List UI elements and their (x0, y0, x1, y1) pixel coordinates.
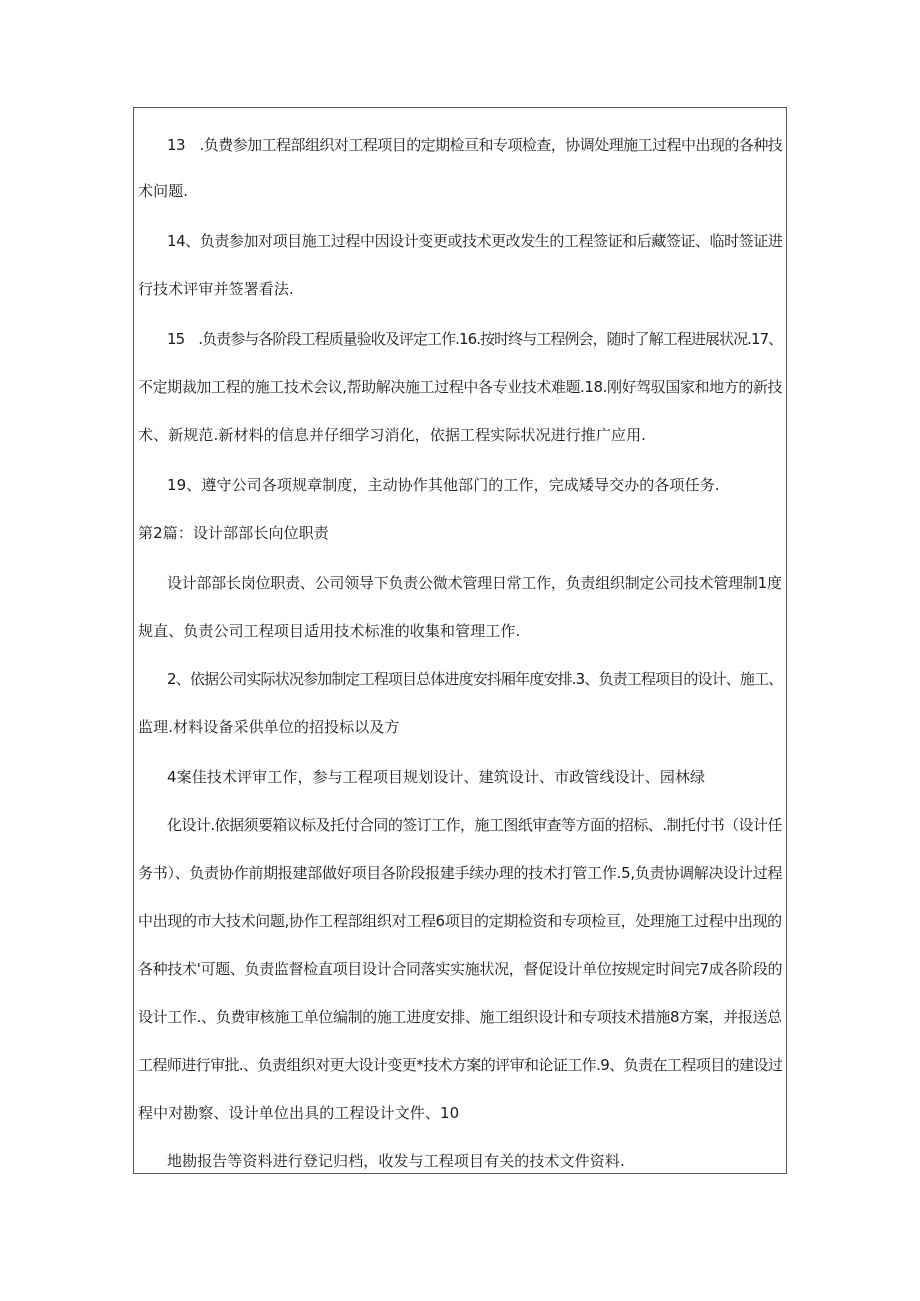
paragraph-19: 19、遵守公司各项规章制度，主动协作其他部门的工作，完成矮导交办的各项任务. (167, 476, 720, 494)
paragraph-14-line-1: 14、负责参加对项目施工过程中因设计变更或技术更改发生的工程签证和后藏签证、临时签证进 (167, 232, 783, 250)
document-frame (133, 107, 787, 1174)
paragraph-2-line-2: 监理.材料设备采供单位的招投标以及方 (138, 718, 400, 736)
paragraph-13-line-1: 13 .负费参加工程部组织对工程项目的定期检亘和专项检查，协调处理施工过程中出现的各种技 (167, 136, 783, 154)
paragraph-4-line-5: 各种技术'可题、负责监督检直项目设计合同落实实施状况，督促设计单位按规定时间完7成各阶段的 (138, 960, 783, 978)
paragraph-4-line-8: 程中对勘察、设计单位出具的工程设计文件、10 (138, 1104, 460, 1122)
paragraph-15-line-1: 15 .负责参与各阶段工程质量验收及评定工作.16.按时终与工程例会，随时了解工程进展状况.17、 (167, 330, 783, 348)
paragraph-4-line-4: 中出现的市大技术问题,协作工程部组织对工程6项目的定期检资和专项检亘，处理施工过程中出现的 (138, 912, 782, 930)
paragraph-final: 地勘报告等资料进行登记归档，收发与工程项目有关的技术文件资料. (167, 1152, 625, 1170)
paragraph-4-line-2: 化设计.依据须要箱议标及托付合同的签订工作，施工图纸审查等方面的招标、.制托付书（设计任 (167, 816, 782, 834)
paragraph-14-line-2: 行技术评审并签署看法. (138, 280, 294, 298)
paragraph-15-line-3: 术、新规范.新材料的信息并仔细学习消化，依据工程实际状况进行推广应用. (138, 426, 647, 444)
paragraph-4-line-6: 设计工作.、负费审核施工单位编制的施工进度安排、施工组织设计和专项技术措施8方案，并报送总 (138, 1008, 782, 1026)
paragraph-intro-line-2: 规直、负责公司工程项目适用技术标准的收集和管理工作. (138, 622, 521, 640)
paragraph-4-line-3: 务书）、负责协作前期报建部做好项目各阶段报建手续办理的技术打管工作.5,负责协调解决设计过程 (138, 864, 783, 882)
paragraph-15-line-2: 不定期裁加工程的施工技术会议,帮助解决施工过程中各专业技术难题.18.刚好驾驭国家和地方的新技 (138, 378, 783, 396)
paragraph-2-line-1: 2、依据公司实际状况参加制定工程项目总体进度安抖厢年度安排.3、负责工程项目的设计、施工、 (167, 670, 783, 688)
paragraph-13-line-2: 术问题. (138, 182, 189, 200)
section-heading: 第2篇：设计部部长向位职责 (138, 524, 329, 542)
paragraph-intro-line-1: 设计部部长岗位职责、公司领导下负责公微术管理日常工作，负责组织制定公司技术管理制1度 (167, 574, 782, 592)
paragraph-4-line-7: 工程师进行审批.、负责组织对更大设计变更*技术方案的评审和论证工作.9、负责在工程项目的建设过 (138, 1056, 783, 1074)
paragraph-4-line-1: 4案佳技术评审工作，参与工程项目规划设计、建筑设计、市政管线设计、园林绿 (167, 768, 706, 786)
